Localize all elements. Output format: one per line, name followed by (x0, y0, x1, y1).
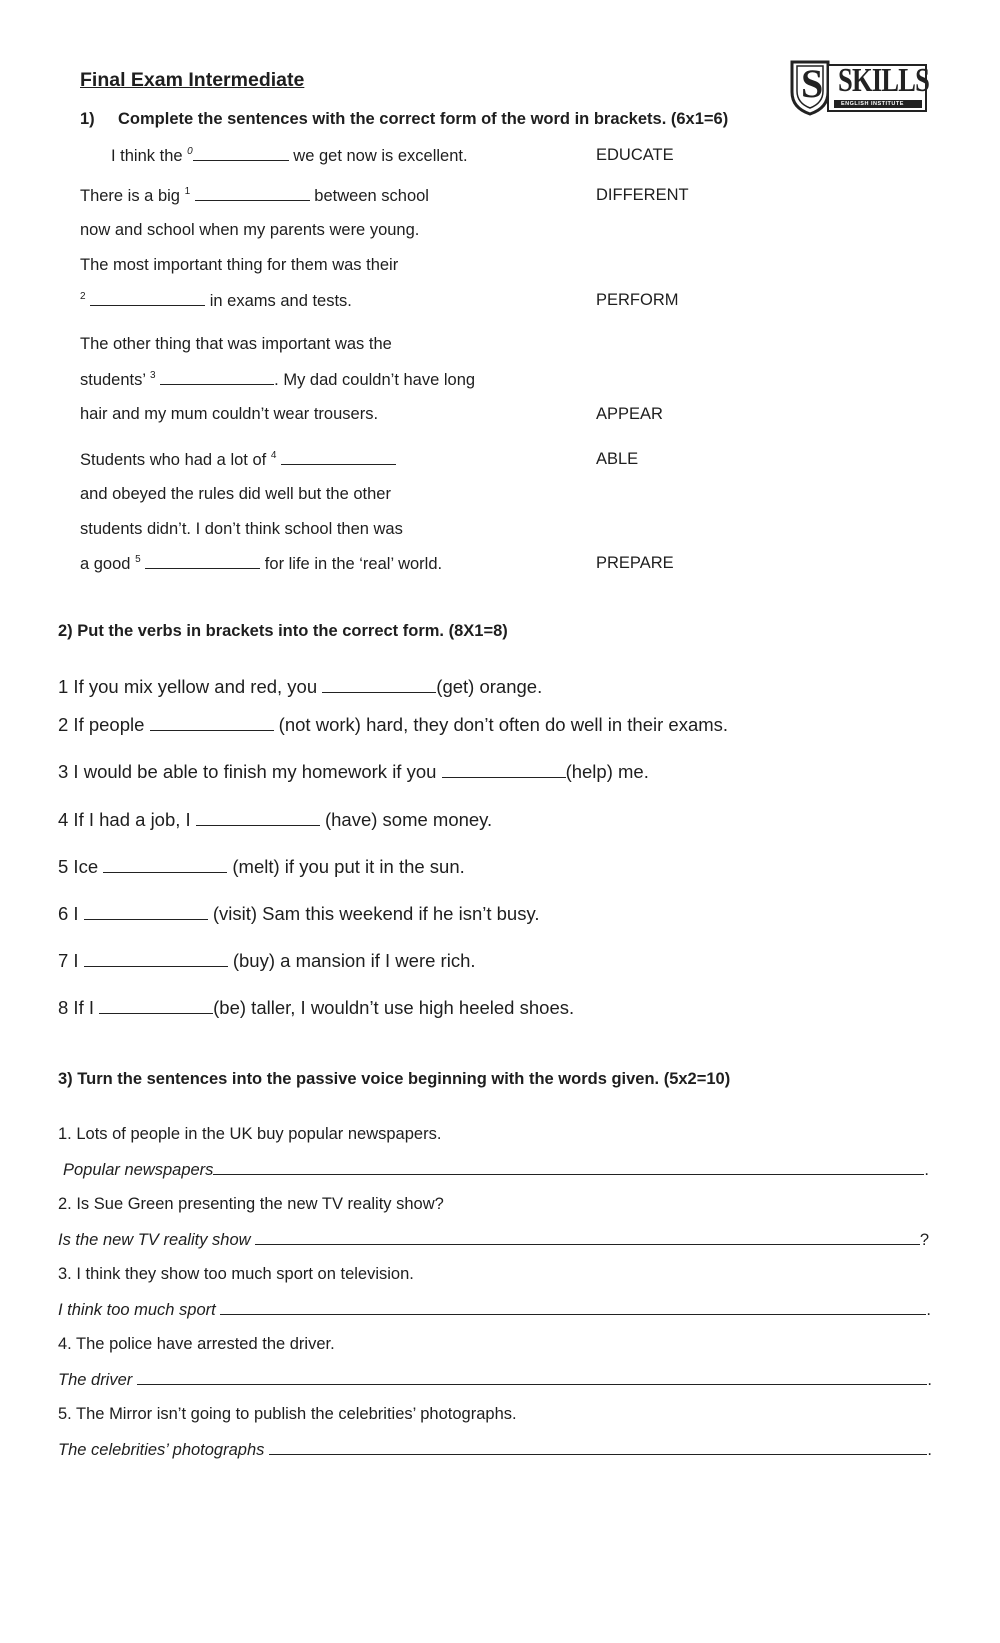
verb-blank-3[interactable] (442, 763, 566, 778)
s3-sentence-3: 3. I think they show too much sport on television. (58, 1265, 414, 1283)
s3-answer-row-2: Is the new TV reality show ? (58, 1231, 929, 1249)
keyword-educate: EDUCATE (596, 146, 674, 164)
section1-heading: Complete the sentences with the correct form of the word in brackets. (6x1=6) (118, 110, 729, 128)
keyword-perform: PERFORM (596, 291, 679, 309)
s1-line-0: I think the $^0$ we get now is excellent. (111, 146, 468, 165)
s3-sentence-1: 1. Lots of people in the UK buy popular newspapers. (58, 1125, 442, 1143)
page-title: Final Exam Intermediate (80, 69, 305, 91)
logo-letter: S (801, 61, 824, 106)
verb-blank-8[interactable] (99, 999, 213, 1014)
verb-blank-4[interactable] (196, 811, 320, 826)
s1-line-6: students’ $^3$ . My dad couldn’t have long (80, 370, 476, 389)
s1-line-1: There is a big $^1$ between school (80, 186, 429, 205)
s3-sentence-4: 4. The police have arrested the driver. (58, 1335, 335, 1353)
s2-item-4: 4 If I had a job, I (have) some money. (58, 809, 493, 830)
s3-answer-row-3: I think too much sport . (58, 1301, 931, 1319)
s1-line-11: a good $^5$ for life in the ‘real’ world. (80, 554, 443, 573)
passive-answer-1[interactable] (213, 1160, 924, 1175)
s2-item-3: 3 I would be able to finish my homework if you (help) me. (58, 761, 649, 782)
s1-line-8: Students who had a lot of $^4$ (80, 450, 396, 470)
s1-line-2: now and school when my parents were young. (80, 221, 420, 239)
s2-item-7: 7 I (buy) a mansion if I were rich. (58, 950, 476, 971)
s1-line-4: $^2$ in exams and tests. (80, 291, 352, 310)
answer-blank-1[interactable] (195, 186, 310, 201)
s3-sentence-2: 2. Is Sue Green presenting the new TV reality show? (58, 1195, 444, 1213)
keyword-appear: APPEAR (596, 405, 663, 423)
logo-word: SKILLS (838, 62, 930, 99)
passive-answer-3[interactable] (220, 1300, 926, 1315)
verb-blank-6[interactable] (84, 905, 208, 920)
answer-blank-3[interactable] (160, 370, 274, 385)
section1-number: 1) (80, 110, 95, 128)
passive-answer-2[interactable] (255, 1230, 920, 1245)
s2-item-1: 1 If you mix yellow and red, you (get) orange. (58, 676, 543, 697)
keyword-prepare: PREPARE (596, 554, 674, 572)
s2-item-6: 6 I (visit) Sam this weekend if he isn’t busy. (58, 903, 540, 924)
s1-line-10: students didn’t. I don’t think school then was (80, 520, 403, 538)
verb-blank-5[interactable] (103, 858, 227, 873)
skills-logo (788, 58, 930, 116)
s2-item-2: 2 If people (not work) hard, they don’t often do well in their exams. (58, 714, 729, 735)
keyword-able: ABLE (596, 450, 639, 468)
s3-answer-row-4: The driver . (58, 1371, 932, 1389)
logo-subtitle: ENGLISH INSTITUTE (841, 101, 904, 107)
verb-blank-2[interactable] (150, 716, 274, 731)
s1-line-7: hair and my mum couldn’t wear trousers. (80, 405, 379, 423)
verb-blank-7[interactable] (84, 952, 228, 967)
s1-line-9: and obeyed the rules did well but the other (80, 485, 391, 503)
s3-sentence-5: 5. The Mirror isn’t going to publish the celebrities’ photographs. (58, 1405, 517, 1423)
s2-item-5: 5 Ice (melt) if you put it in the sun. (58, 856, 465, 877)
section3-heading: 3) Turn the sentences into the passive voice beginning with the words given. (5x2=10) (58, 1070, 731, 1088)
passive-answer-4[interactable] (137, 1370, 928, 1385)
verb-blank-1[interactable] (322, 678, 436, 693)
s2-item-8: 8 If I (be) taller, I wouldn’t use high heeled shoes. (58, 997, 575, 1018)
answer-blank-2[interactable] (90, 291, 205, 306)
answer-blank-4[interactable] (281, 450, 396, 465)
answer-blank-0[interactable] (193, 146, 289, 161)
s3-answer-row-5: The celebrities’ photographs . (58, 1441, 932, 1459)
passive-answer-5[interactable] (269, 1440, 927, 1455)
keyword-different: DIFFERENT (596, 186, 689, 204)
s3-answer-row-1: Popular newspapers . (63, 1161, 929, 1179)
s1-line-5: The other thing that was important was the (80, 335, 392, 353)
answer-blank-5[interactable] (145, 554, 260, 569)
s1-line-3: The most important thing for them was their (80, 256, 399, 274)
section2-heading: 2) Put the verbs in brackets into the correct form. (8X1=8) (58, 622, 508, 640)
